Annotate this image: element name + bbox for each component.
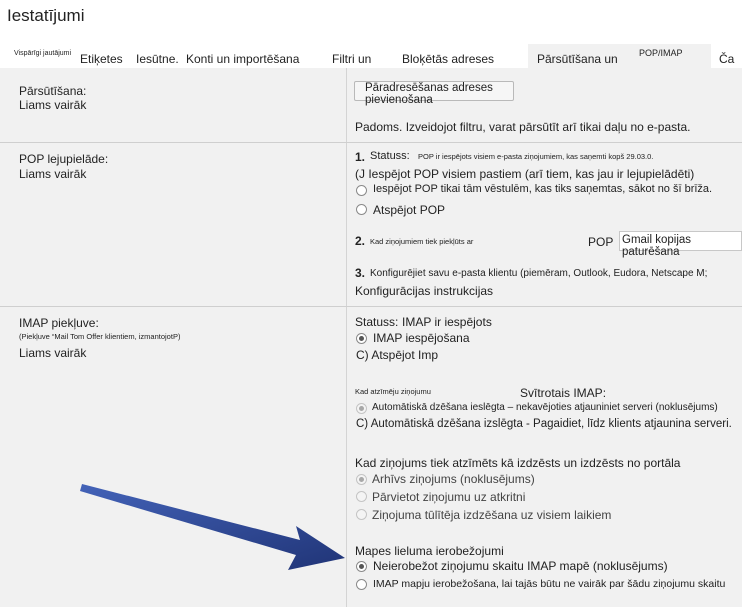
imap-disable-label[interactable]: C) Atspējot Imp [356, 348, 439, 362]
tab-pop-imap-label: POP/IMAP [639, 48, 683, 58]
tab-general[interactable]: Vispārīgi jautājumi [14, 50, 72, 57]
limit-label: IMAP mapju ierobežošana, lai tajās būtu ne vairāk par šādu ziņojumu skaitu [373, 578, 726, 590]
tab-blocked-addresses[interactable]: Bloķētās adreses [402, 52, 495, 66]
imap-learn-more[interactable]: Liams vairāk [19, 346, 87, 360]
pop-step2-number: 2. [355, 234, 366, 248]
imap-deleted-label: Svītrotais IMAP: [520, 386, 607, 400]
pop-status-text: POP ir iespējots visiem e-pasta ziņojumiem, kas saņemti kopš 29.03.0. [418, 152, 654, 161]
imap-status-value: IMAP ir iespējots [402, 315, 492, 329]
imap-when-marked: Kad atzīmēju ziņojumu [355, 387, 431, 396]
pop-step2-text: Kad ziņojumiem tiek piekļūts ar [370, 237, 474, 246]
tab-chat[interactable]: Ča [719, 52, 735, 66]
forwarding-learn-more[interactable]: Liams vairāk [19, 98, 87, 112]
imap-status-label: Statuss: [355, 315, 399, 329]
trash-label: Pārvietot ziņojumu uz atkritni [372, 490, 526, 504]
folder-limits-label: Mapes lieluma ierobežojumi [355, 544, 504, 558]
imap-sublabel: (Piekļuve “Mail Tom Offer klientiem, izmantojotP) [19, 332, 181, 341]
no-limit-label: Neierobežot ziņojumu skaitu IMAP mapē (noklusējums) [373, 559, 668, 573]
add-forwarding-address-button[interactable]: Pāradresēšanas adreses pievienošana [354, 81, 514, 101]
pop-learn-more[interactable]: Liams vairāk [19, 167, 87, 181]
imap-label: IMAP piekļuve: [19, 316, 99, 330]
pop-option-disable-label: Atspējot POP [373, 203, 446, 217]
tab-labels[interactable]: Etiķetes [80, 52, 123, 66]
imap-sublabel-end: P) [172, 332, 181, 341]
page-title: Iestatījumi [7, 6, 85, 25]
tab-inbox[interactable]: Iesūtne. [136, 52, 179, 66]
pop-label: POP lejupielāde: [19, 152, 109, 166]
auto-expunge-off-label[interactable]: C) Automātiskā dzēšana izslēgta - Pagaidiet, līdz klients atjaunina serveri. [356, 418, 732, 430]
pop-step1-number: 1. [355, 150, 366, 164]
tab-accounts-import[interactable]: Konti un importēšana [186, 52, 300, 66]
tab-filters[interactable]: Filtri un [332, 52, 372, 66]
forwarding-label: Pārsūtīšana: [19, 84, 87, 98]
tab-forwarding-label: Pārsūtīšana un [537, 52, 618, 66]
pop-option-all-label[interactable]: (J Iespējot POP visiem pastiem (arī tiem, kas jau ir lejupielādēti) [355, 167, 695, 181]
pop-config-instructions-link[interactable]: Konfigurācijas instrukcijas [355, 284, 494, 298]
pop-keep-copy-select[interactable]: Gmail kopijas paturēšana [619, 231, 742, 251]
delete-forever-label: Ziņojuma tūlītēja izdzēšana uz visiem laikiem [372, 508, 612, 522]
pop-step2-pop: POP [588, 235, 614, 249]
imap-enable-label: IMAP iespējošana [373, 331, 470, 345]
pop-step3-text: Konfigurējiet savu e-pasta klientu (piemēram, Outlook, Eudora, Netscape M; [370, 268, 708, 279]
auto-expunge-on-label: Automātiskā dzēšana ieslēgta – nekavējoties atjauniniet serveri (noklusējums) [372, 402, 718, 413]
archive-label: Arhīvs ziņojums (noklusējums) [372, 472, 535, 486]
pop-option-from-now-label: Iespējot POP tikai tām vēstulēm, kas tiks saņemtas, sākot no šī brīža. [373, 183, 713, 195]
imap-when-deleted: Kad ziņojums tiek atzīmēts kā izdzēsts un izdzēsts no portāla [355, 456, 681, 470]
pop-step3-number: 3. [355, 266, 366, 280]
pop-status-label: Statuss: [370, 150, 410, 162]
forwarding-tip: Padoms. Izveidojot filtru, varat pārsūtīt arī tikai daļu no e-pasta. [355, 120, 691, 134]
